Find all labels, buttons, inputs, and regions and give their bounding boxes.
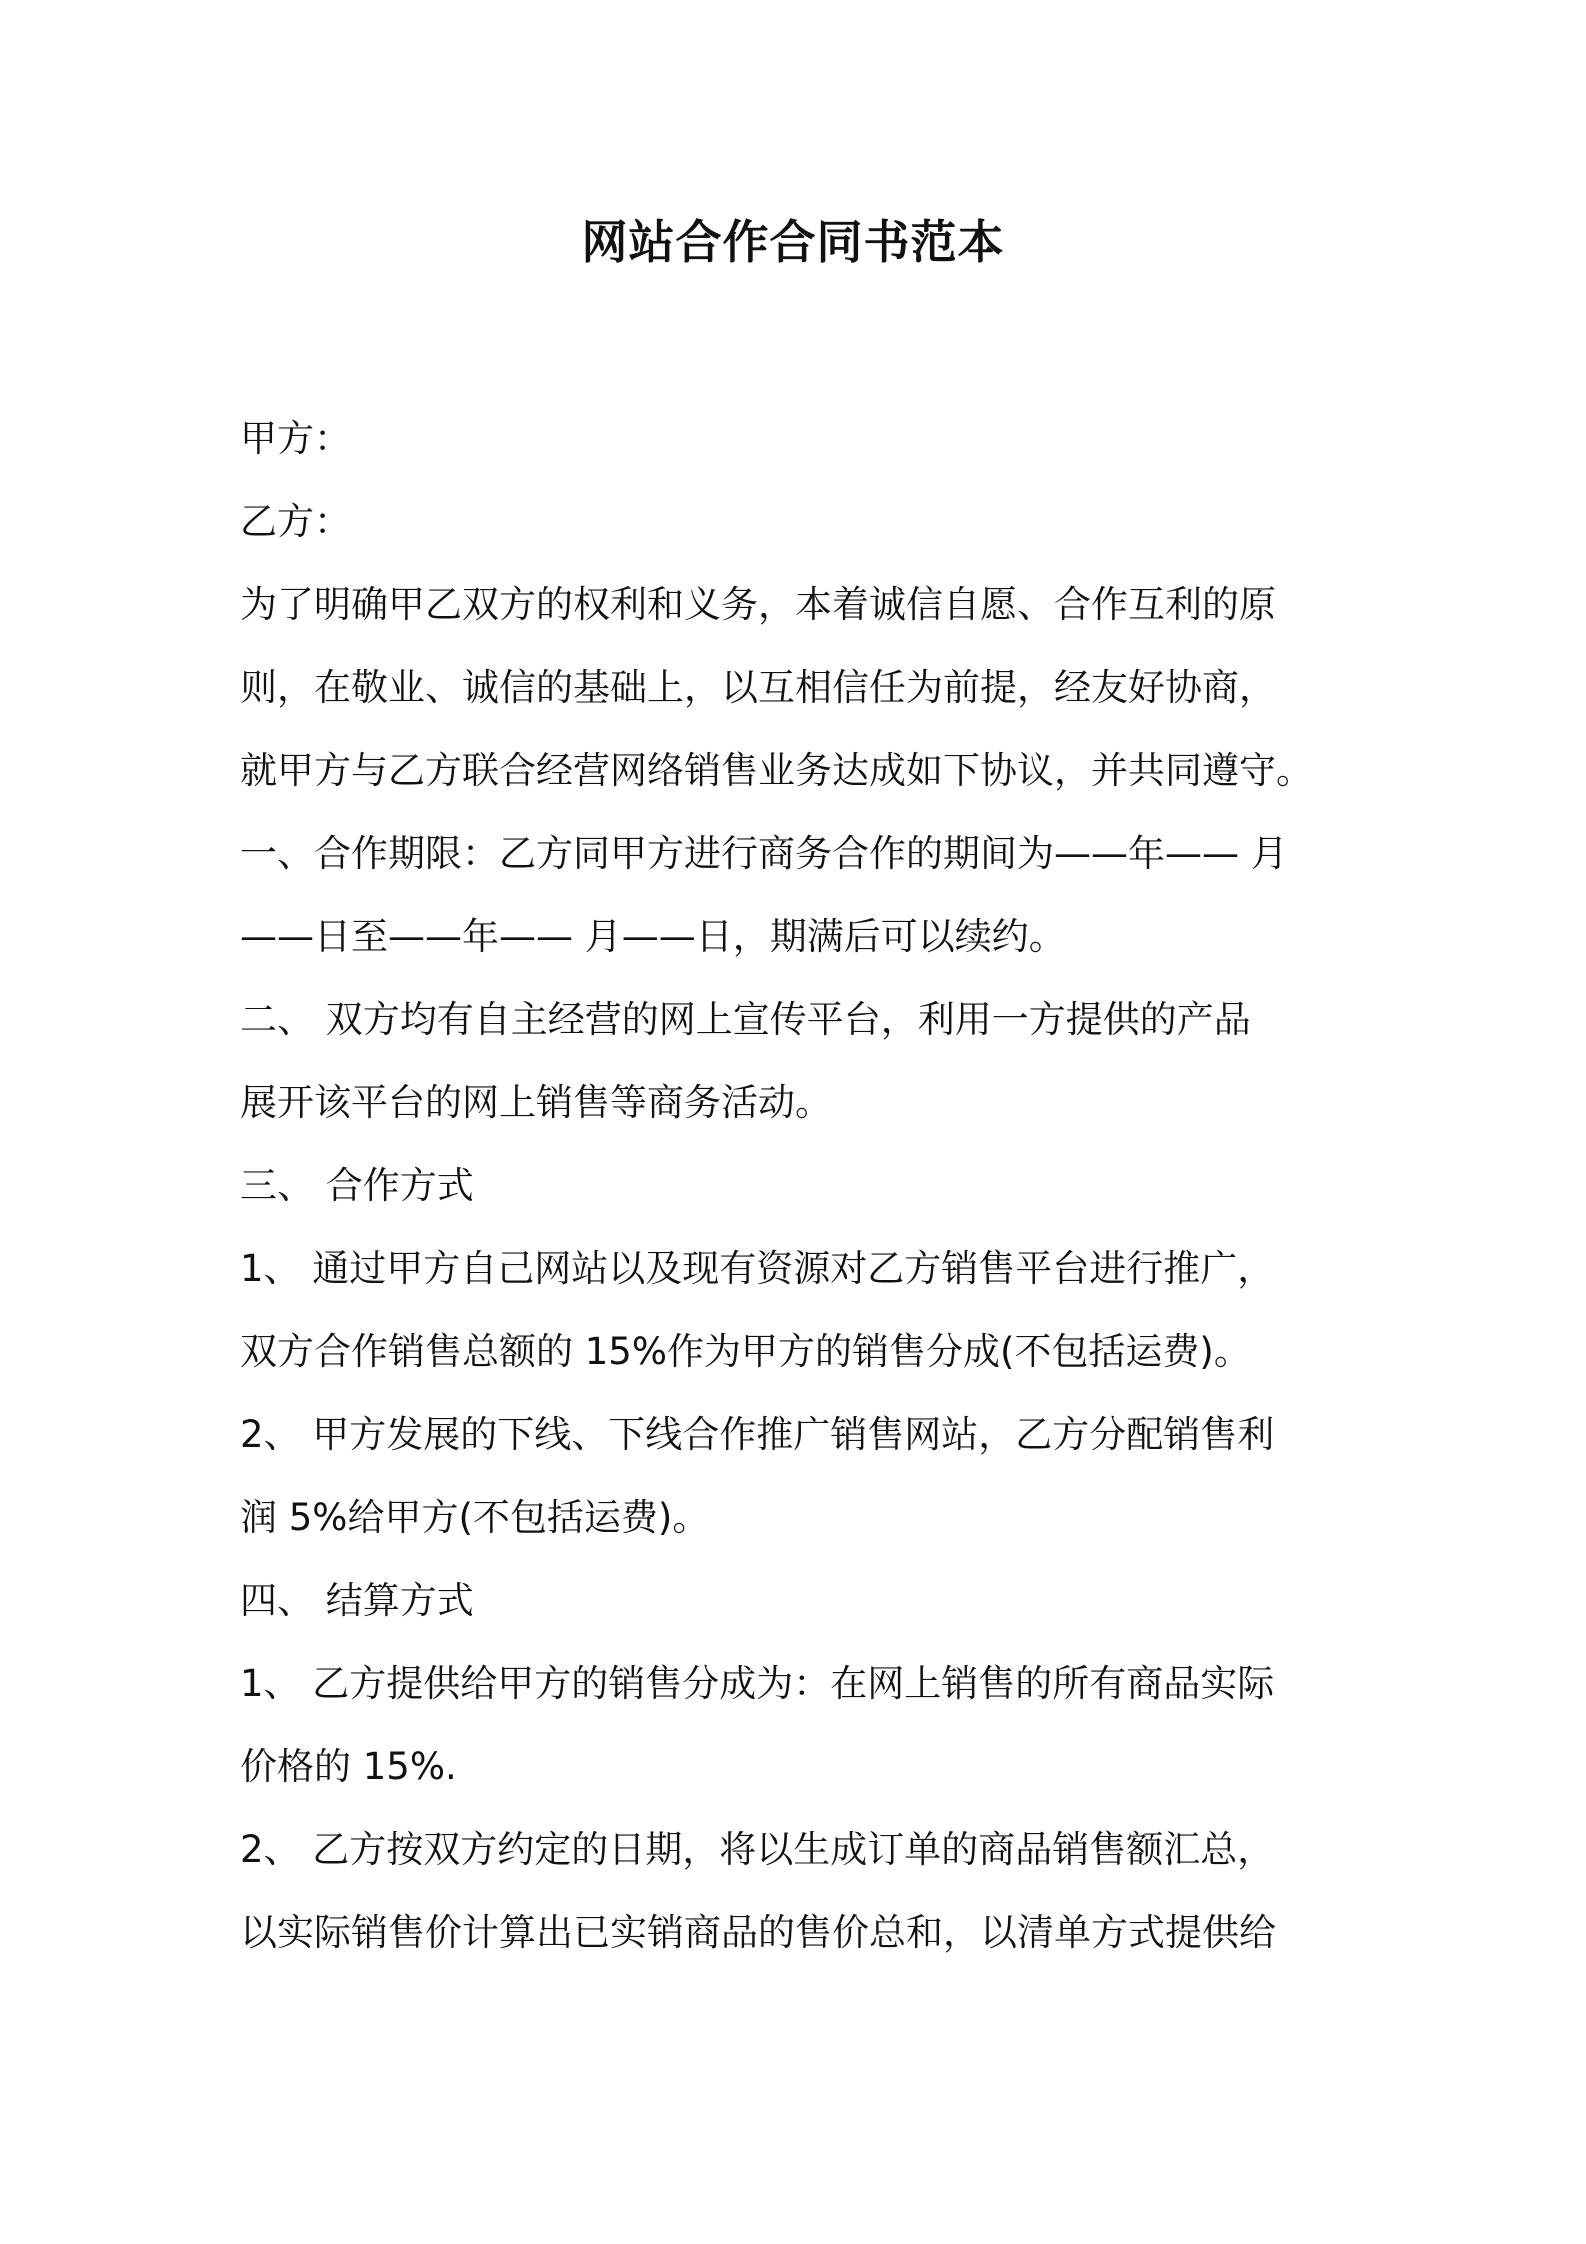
clause-2-line-1: 二、 双方均有自主经营的网上宣传平台，利用一方提供的产品 [240, 998, 1251, 1041]
clause-1-line-1: 一、合作期限：乙方同甲方进行商务合作的期间为——年—— 月 [240, 832, 1288, 875]
clause-3-item-1-line-1: 1、 通过甲方自己网站以及现有资源对乙方销售平台进行推广， [240, 1247, 1275, 1290]
preamble-line-2: 则，在敬业、诚信的基础上，以互相信任为前提，经友好协商， [240, 666, 1276, 709]
preamble-line-1: 为了明确甲乙双方的权利和义务，本着诚信自愿、合作互利的原 [240, 583, 1276, 626]
clause-4-item-1-line-2: 价格的 15%. [240, 1745, 457, 1788]
party-b-line: 乙方： [240, 500, 351, 543]
clause-1-line-2: ——日至——年—— 月——日，期满后可以续约。 [240, 915, 1066, 958]
clause-3-heading: 三、 合作方式 [240, 1164, 474, 1207]
document-title: 网站合作合同书范本 [581, 215, 1005, 269]
clause-2-line-2: 展开该平台的网上销售等商务活动。 [240, 1081, 832, 1124]
clause-4-item-2-line-2: 以实际销售价计算出已实销商品的售价总和，以清单方式提供给 [240, 1911, 1276, 1954]
clause-3-item-1-line-2: 双方合作销售总额的 15%作为甲方的销售分成(不包括运费)。 [240, 1330, 1251, 1373]
preamble-line-3: 就甲方与乙方联合经营网络销售业务达成如下协议，并共同遵守。 [240, 749, 1313, 792]
clause-4-item-1-line-1: 1、 乙方提供给甲方的销售分成为：在网上销售的所有商品实际 [240, 1662, 1275, 1705]
clause-4-item-2-line-1: 2、 乙方按双方约定的日期，将以生成订单的商品销售额汇总， [240, 1828, 1275, 1871]
party-a-line: 甲方： [240, 417, 351, 460]
clause-3-item-2-line-2: 润 5%给甲方(不包括运费)。 [240, 1496, 710, 1539]
clause-3-item-2-line-1: 2、 甲方发展的下线、下线合作推广销售网站，乙方分配销售利 [240, 1413, 1275, 1456]
clause-4-heading: 四、 结算方式 [240, 1579, 474, 1622]
